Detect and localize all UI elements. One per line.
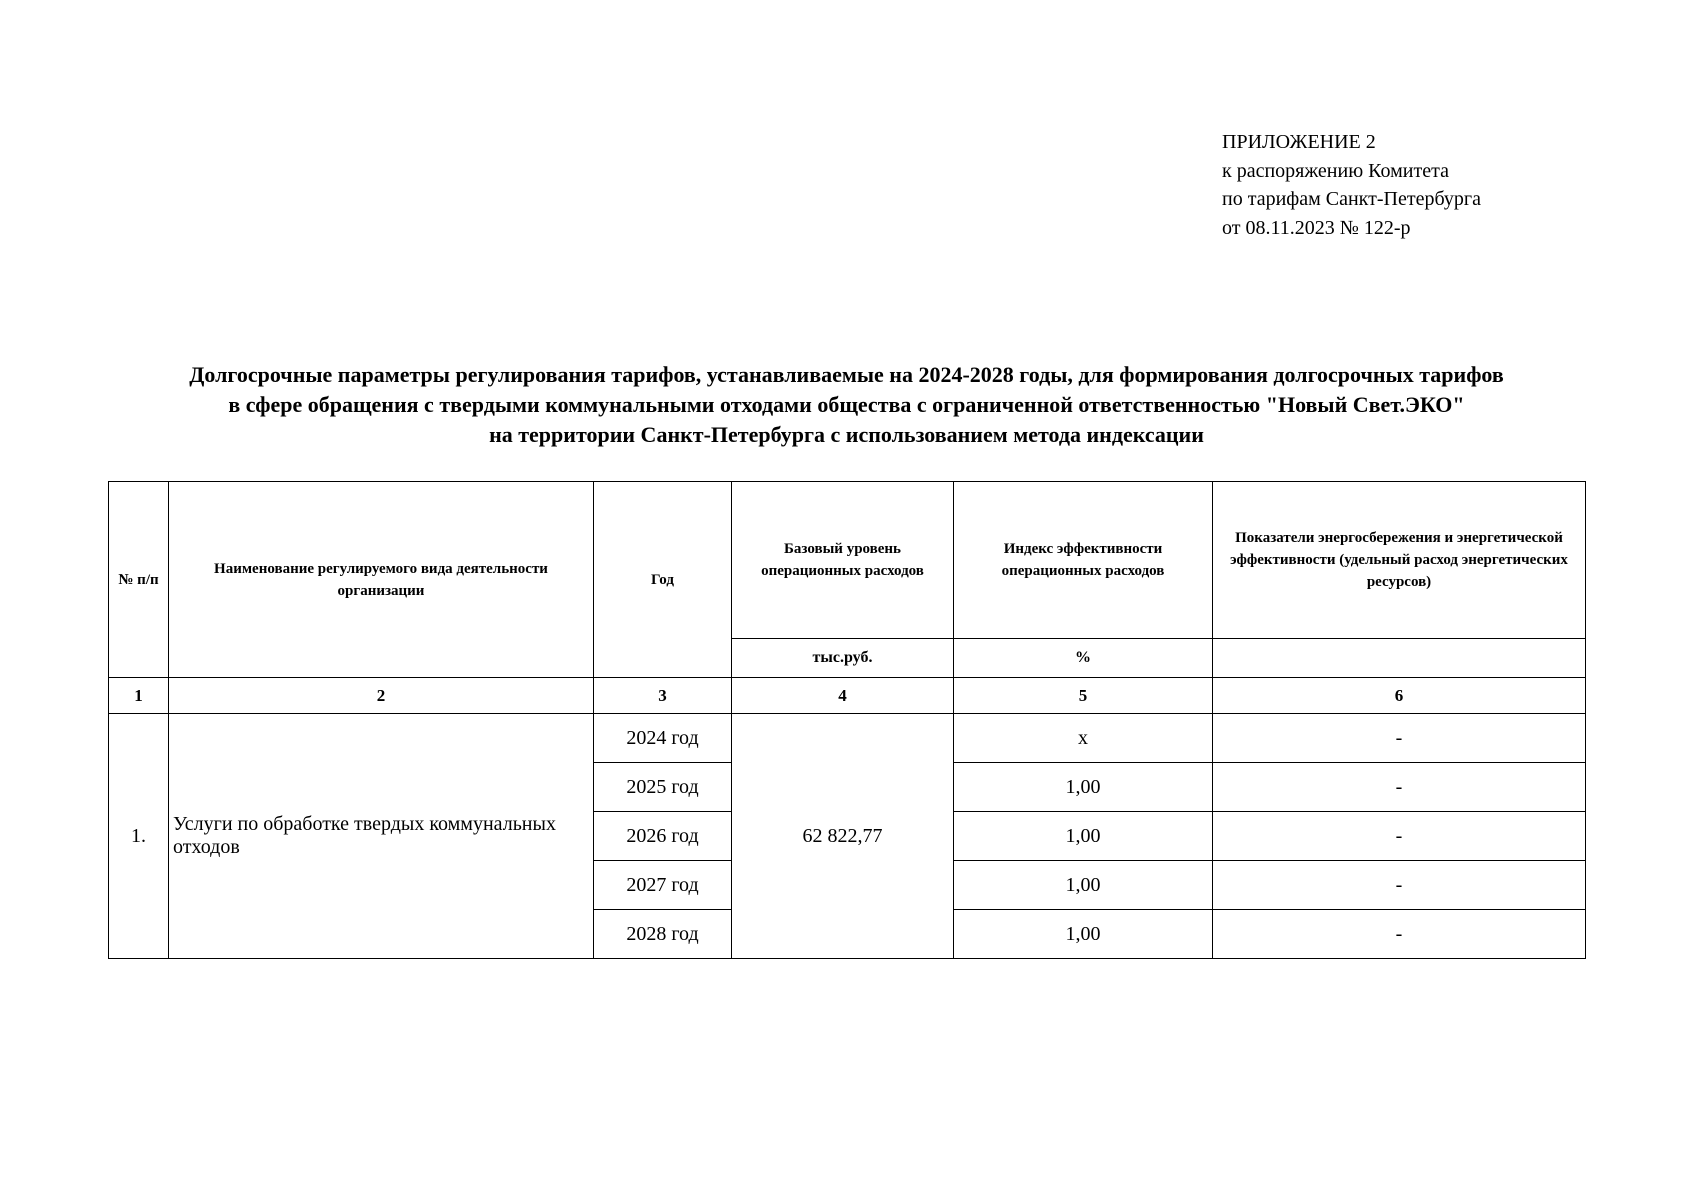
appendix-title: ПРИЛОЖЕНИЕ 2 bbox=[1222, 131, 1376, 153]
header-efficiency-index: Индекс эффективности операционных расходов bbox=[954, 482, 1213, 639]
column-number: 3 bbox=[594, 678, 732, 714]
index-cell: 1,00 bbox=[954, 812, 1213, 861]
index-cell: x bbox=[954, 714, 1213, 763]
appendix-ref-line: к распоряжению Комитета bbox=[1222, 159, 1449, 182]
title-line: Долгосрочные параметры регулирования тарифов, устанавливаемые на 2024-2028 годы, для формирования долгосрочных тарифов bbox=[189, 362, 1504, 387]
unit-base-level: тыс.руб. bbox=[732, 639, 954, 678]
energy-cell: - bbox=[1213, 763, 1586, 812]
header-year: Год bbox=[594, 482, 732, 678]
column-number: 2 bbox=[169, 678, 594, 714]
header-activity-name: Наименование регулируемого вида деятельности организации bbox=[169, 482, 594, 678]
unit-efficiency-index: % bbox=[954, 639, 1213, 678]
year-cell: 2027 год bbox=[594, 861, 732, 910]
header-energy-indicators: Показатели энергосбережения и энергетической эффективности (удельный расход энергетических ресурсов) bbox=[1213, 482, 1586, 639]
row-number-cell: 1. bbox=[109, 714, 169, 959]
base-level-cell: 62 822,77 bbox=[732, 714, 954, 959]
energy-cell: - bbox=[1213, 910, 1586, 959]
unit-energy-indicators bbox=[1213, 639, 1586, 678]
index-cell: 1,00 bbox=[954, 910, 1213, 959]
column-number: 1 bbox=[109, 678, 169, 714]
header-base-level: Базовый уровень операционных расходов bbox=[732, 482, 954, 639]
year-cell: 2024 год bbox=[594, 714, 732, 763]
activity-name-cell: Услуги по обработке твердых коммунальных отходов bbox=[169, 714, 594, 959]
document-title bbox=[100, 360, 1593, 450]
appendix-date-number: от 08.11.2023 № 122-р bbox=[1222, 216, 1411, 239]
index-cell: 1,00 bbox=[954, 763, 1213, 812]
table-row bbox=[109, 714, 1586, 763]
energy-cell: - bbox=[1213, 812, 1586, 861]
index-cell: 1,00 bbox=[954, 861, 1213, 910]
energy-cell: - bbox=[1213, 861, 1586, 910]
column-number: 6 bbox=[1213, 678, 1586, 714]
energy-cell: - bbox=[1213, 714, 1586, 763]
column-number: 4 bbox=[732, 678, 954, 714]
parameters-table bbox=[108, 481, 1586, 959]
column-number: 5 bbox=[954, 678, 1213, 714]
appendix-ref-line: по тарифам Санкт-Петербурга bbox=[1222, 188, 1481, 210]
title-line: на территории Санкт-Петербурга с использованием метода индексации bbox=[489, 422, 1204, 447]
year-cell: 2025 год bbox=[594, 763, 732, 812]
title-line: в сфере обращения с твердыми коммунальными отходами общества с ограниченной ответственностью "Новый Свет.ЭКО" bbox=[228, 392, 1465, 417]
header-row-number: № п/п bbox=[109, 482, 169, 678]
appendix-block bbox=[1222, 128, 1481, 242]
year-cell: 2026 год bbox=[594, 812, 732, 861]
year-cell: 2028 год bbox=[594, 910, 732, 959]
